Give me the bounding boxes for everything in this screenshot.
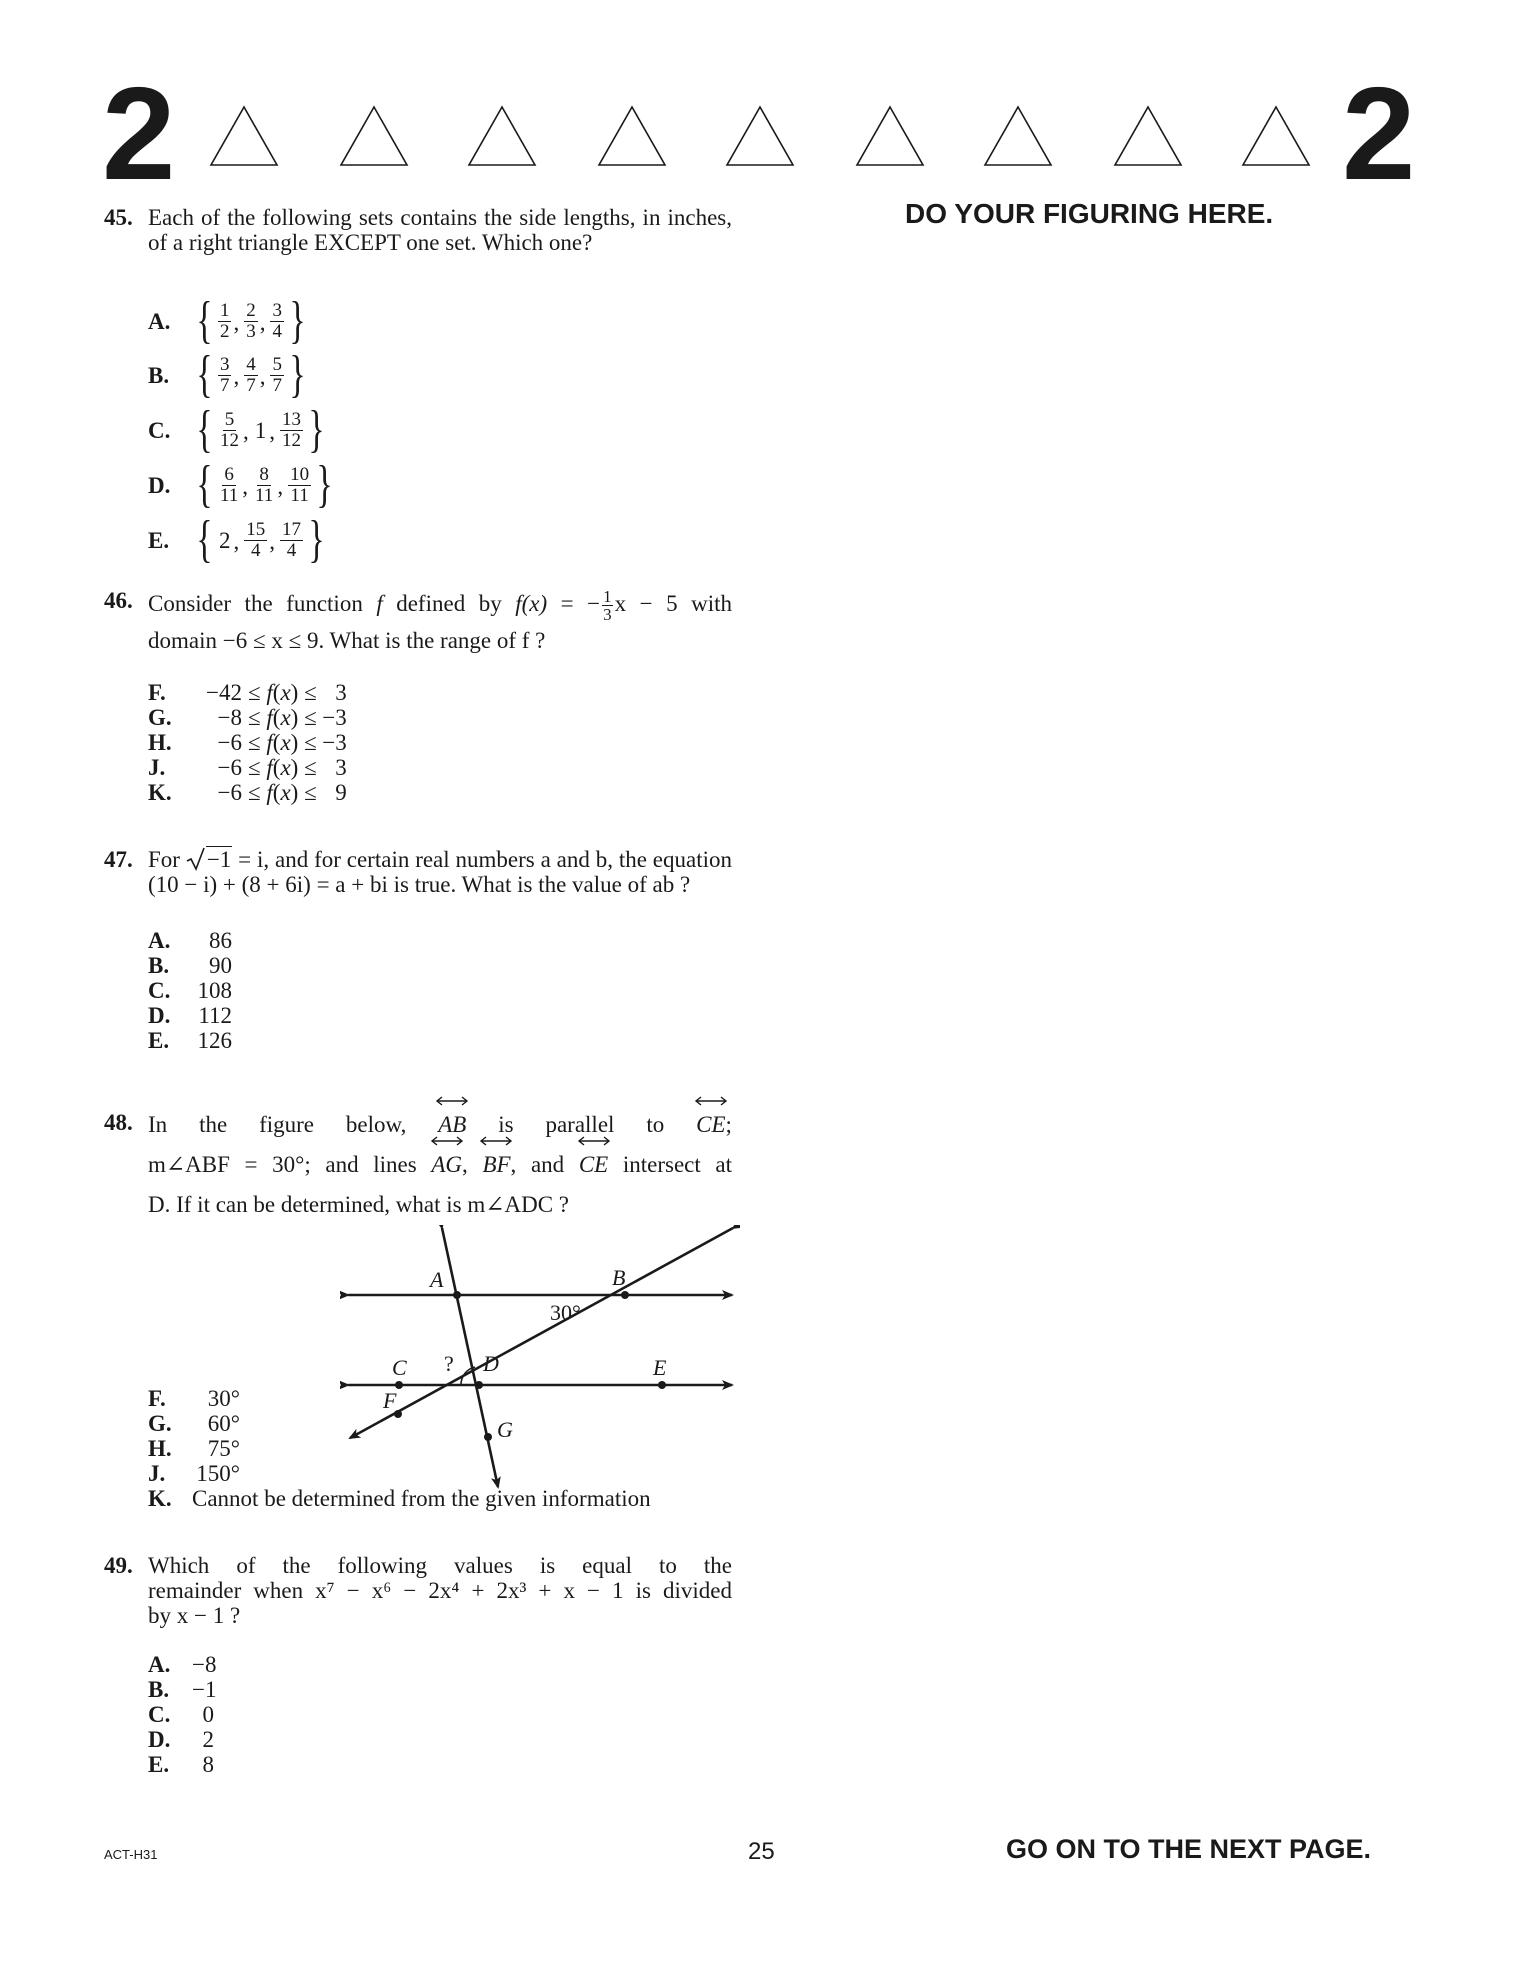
- denominator: 7: [246, 374, 256, 396]
- choice-value: −1: [192, 1677, 217, 1702]
- double-arrow-icon: [694, 1096, 728, 1106]
- choice-e: [148, 1752, 214, 1777]
- comma: ,: [269, 529, 275, 554]
- triangle-icon: [466, 104, 538, 168]
- range-high: −3: [322, 705, 347, 730]
- variable-symbol: x: [280, 755, 291, 780]
- section-number-right: 2: [1342, 60, 1412, 207]
- choice-letter: J.: [148, 1461, 166, 1486]
- denominator: 12: [219, 429, 239, 451]
- question-number: 45.: [104, 205, 133, 230]
- label-A: A: [430, 1267, 444, 1292]
- denominator: 11: [219, 484, 239, 506]
- question-line: remainder when x⁷ − x⁶ − 2x⁴ + 2x³ + x − 1 is divided: [148, 1578, 732, 1603]
- triangle-icon: [982, 104, 1054, 168]
- brace-close: }: [308, 511, 325, 568]
- choice-value: 0: [202, 1702, 214, 1727]
- triangle-icon: [596, 104, 668, 168]
- number-set: [192, 346, 310, 403]
- question-45: [104, 205, 732, 255]
- numerator: 1: [219, 299, 230, 321]
- choice-h: [148, 730, 347, 755]
- choice-e: [148, 511, 329, 568]
- question-line: Consider the function f defined by f(x) = − $\frac{1}{3}$ x − 5 with: [148, 587, 732, 624]
- numerator: 5: [272, 353, 282, 375]
- fraction: [218, 355, 232, 396]
- choice-value: 150°: [196, 1461, 240, 1486]
- choice-value: 86: [209, 928, 232, 953]
- question-number: 49.: [104, 1553, 133, 1578]
- choice-letter: A.: [148, 308, 171, 334]
- variable-symbol: x: [280, 705, 291, 730]
- word: equal: [582, 1553, 632, 1578]
- word: Which: [148, 1553, 210, 1578]
- choice-letter: C.: [148, 1702, 171, 1727]
- range-low: −8: [217, 705, 242, 730]
- choice-letter: B.: [148, 362, 170, 388]
- numerator: 8: [259, 463, 269, 485]
- choice-letter: G.: [148, 1411, 172, 1436]
- question-number: 48.: [104, 1110, 133, 1135]
- number-set: [192, 456, 337, 513]
- fraction: [280, 410, 303, 451]
- function-symbol: f: [266, 755, 273, 780]
- choice-c: [148, 978, 232, 1003]
- range-high: −3: [322, 730, 347, 755]
- denominator: 12: [281, 429, 301, 451]
- comma: ,: [233, 310, 240, 335]
- line-CE-label: CE: [579, 1150, 608, 1180]
- point-B: [621, 1291, 629, 1299]
- choice-letter: E.: [148, 1752, 170, 1777]
- word: is: [539, 1553, 556, 1578]
- sqrt-symbol: −1: [186, 847, 232, 872]
- choice-c: [148, 401, 329, 458]
- denominator: 7: [272, 374, 282, 396]
- brace-open: {: [196, 346, 213, 403]
- choice-a: [148, 292, 310, 349]
- word: values: [454, 1553, 513, 1578]
- variable-symbol: x: [280, 780, 291, 805]
- choice-letter: E.: [148, 1028, 170, 1053]
- function-symbol: f: [266, 780, 273, 805]
- fraction: [270, 355, 284, 396]
- range-middle: ≤ f(x) ≤: [248, 780, 317, 805]
- label-C: C: [392, 1355, 407, 1380]
- question-46: [104, 588, 732, 653]
- choice-letter: A.: [148, 1652, 171, 1677]
- choice-f: [148, 1386, 240, 1411]
- line-BF-label: BF: [482, 1150, 510, 1180]
- choice-k: [148, 780, 347, 805]
- range-low: −6: [217, 780, 242, 805]
- word: CE ;: [696, 1110, 732, 1140]
- point-G: [484, 1433, 492, 1441]
- denominator: 4: [250, 539, 261, 561]
- fraction: [244, 355, 258, 396]
- choice-letter: D.: [148, 1003, 171, 1028]
- number-set: [192, 511, 329, 568]
- label-D: D: [483, 1351, 499, 1376]
- denominator: 2: [219, 320, 230, 342]
- choice-letter: C.: [148, 978, 171, 1003]
- numerator: 17: [281, 518, 301, 540]
- word: the: [703, 1553, 732, 1578]
- choice-letter: J.: [148, 755, 166, 780]
- choice-j: [148, 1461, 240, 1486]
- triangle-icon: [208, 104, 280, 168]
- word: parallel: [545, 1112, 615, 1137]
- comma: ,: [242, 419, 249, 444]
- denominator: 4: [286, 539, 297, 561]
- triangle-icon: [338, 104, 410, 168]
- comma: ,: [242, 474, 249, 499]
- numerator: 3: [219, 353, 230, 375]
- choice-j: [148, 755, 347, 780]
- choice-letter: D.: [148, 472, 171, 498]
- brace-open: {: [196, 401, 213, 458]
- word: is: [498, 1112, 514, 1137]
- fraction: [253, 465, 275, 506]
- choice-value: 108: [197, 978, 232, 1003]
- choice-value: 8: [202, 1752, 214, 1777]
- question-text: For −1 = i, and for certain real numbers a and b, the equation (10 − i) + (8 + 6i) = a + bi is true. What is the value of ab ?: [148, 847, 733, 897]
- choice-b: [148, 953, 232, 978]
- choice-b: [148, 1677, 216, 1702]
- fraction: [288, 465, 311, 506]
- comma: ,: [259, 364, 266, 389]
- point-E: [658, 1381, 666, 1389]
- choice-letter: D.: [148, 1727, 171, 1752]
- comma: ,: [259, 310, 266, 335]
- range-middle: ≤ f(x) ≤: [248, 680, 317, 705]
- word: to: [646, 1112, 665, 1137]
- word: to: [658, 1553, 677, 1578]
- triangle-icon: [1240, 104, 1312, 168]
- choice-c: [148, 1702, 214, 1727]
- numerator: 10: [290, 463, 310, 485]
- choice-letter: B.: [148, 953, 170, 978]
- choice-h: [148, 1436, 240, 1461]
- choice-letter: K.: [148, 780, 172, 805]
- choice-value: −8: [192, 1652, 217, 1677]
- choice-value: 75°: [207, 1436, 240, 1461]
- line-AG-label: AG: [431, 1150, 462, 1180]
- label-G: G: [497, 1417, 513, 1442]
- figuring-note: DO YOUR FIGURING HERE.: [905, 198, 1274, 229]
- triangle-icon: [1112, 104, 1184, 168]
- numerator: 3: [272, 299, 282, 321]
- choice-letter: K.: [148, 1486, 172, 1511]
- denominator: 11: [290, 484, 309, 506]
- question-48: [104, 1110, 732, 1220]
- label-E: E: [653, 1355, 667, 1380]
- range-low: −6: [217, 730, 242, 755]
- question-number: 47.: [104, 847, 133, 872]
- word: of: [236, 1553, 256, 1578]
- numerator: 4: [246, 353, 256, 375]
- fraction: $\frac{1}{3}$: [603, 587, 612, 624]
- range-middle: ≤ f(x) ≤: [248, 755, 317, 780]
- whole-number: 1: [254, 417, 267, 443]
- choice-f: [148, 680, 347, 705]
- comma: ,: [269, 419, 275, 444]
- word: figure: [259, 1112, 314, 1137]
- range-middle: ≤ f(x) ≤: [248, 705, 317, 730]
- choice-letter: A.: [148, 928, 171, 953]
- function-symbol: f: [266, 730, 273, 755]
- fraction: [280, 520, 303, 561]
- double-arrow-icon: [479, 1136, 513, 1146]
- question-line: [148, 1553, 732, 1578]
- test-code: ACT-H31: [104, 1847, 158, 1862]
- choice-value: 112: [198, 1003, 232, 1028]
- triangle-icon: [724, 104, 796, 168]
- question-text: Each of the following sets contains the side lengths, in inches, of a right triangle EXCEPT one set. Which one?: [148, 205, 732, 255]
- question-49: [104, 1553, 732, 1628]
- denominator: 7: [219, 374, 230, 396]
- fraction: [218, 301, 232, 342]
- numerator: 15: [246, 518, 266, 540]
- triangle-icon: [854, 104, 926, 168]
- function-symbol: f: [266, 705, 273, 730]
- fraction: [218, 465, 240, 506]
- fraction: [244, 520, 267, 561]
- brace-open: {: [196, 292, 213, 349]
- number-set: [192, 292, 310, 349]
- line-CE-label: CE: [696, 1110, 725, 1140]
- label-angle-30: 30°: [550, 1300, 581, 1325]
- denominator: 4: [272, 320, 282, 342]
- word: following: [337, 1553, 428, 1578]
- page-number: 25: [748, 1838, 775, 1865]
- range-low: −6: [217, 755, 242, 780]
- choice-value: Cannot be determined from the given information: [192, 1486, 651, 1511]
- choice-letter: H.: [148, 730, 172, 755]
- variable-symbol: x: [280, 730, 291, 755]
- choice-value: 30°: [207, 1386, 240, 1411]
- question-line: by x − 1 ?: [148, 1603, 241, 1628]
- radical-sign-icon: [186, 847, 206, 871]
- line-BF: [350, 1228, 733, 1438]
- word: the: [282, 1553, 311, 1578]
- numerator: 5: [224, 408, 235, 430]
- choice-g: [148, 1411, 240, 1436]
- point-D: [475, 1381, 483, 1389]
- label-unknown-angle: ?: [444, 1351, 454, 1376]
- fraction: [244, 301, 258, 342]
- range-high: 3: [335, 680, 347, 705]
- choice-a: [148, 928, 232, 953]
- choice-letter: H.: [148, 1436, 172, 1461]
- choice-letter: F.: [148, 1386, 166, 1411]
- comma: ,: [233, 364, 240, 389]
- brace-open: {: [196, 511, 213, 568]
- choice-letter: F.: [148, 680, 166, 705]
- function-symbol: f: [266, 680, 273, 705]
- choice-a: [148, 1652, 216, 1677]
- label-F: F: [383, 1388, 397, 1413]
- double-arrow-icon: [430, 1136, 464, 1146]
- numerator: 2: [246, 299, 256, 321]
- denominator: 3: [246, 320, 256, 342]
- double-arrow-icon: [435, 1096, 469, 1106]
- choice-value: 60°: [207, 1411, 240, 1436]
- word: the: [199, 1112, 228, 1137]
- question-line: D. If it can be determined, what is m∠ADC ?: [148, 1192, 570, 1217]
- label-B: B: [612, 1265, 626, 1290]
- question-number: 46.: [104, 588, 133, 613]
- brace-close: }: [316, 456, 333, 513]
- range-middle: ≤ f(x) ≤: [248, 730, 317, 755]
- choice-value: 2: [202, 1727, 214, 1752]
- denominator: 11: [255, 484, 274, 506]
- choice-letter: C.: [148, 417, 171, 443]
- range-high: 3: [335, 755, 347, 780]
- question-line: domain −6 ≤ x ≤ 9. What is the range of f ?: [148, 628, 546, 653]
- fraction: [218, 410, 241, 451]
- choice-d: [148, 1003, 232, 1028]
- whole-number: 2: [218, 527, 231, 553]
- choice-d: [148, 1727, 214, 1752]
- range-high: 9: [335, 780, 347, 805]
- choice-letter: G.: [148, 705, 172, 730]
- choice-value: 90: [209, 953, 232, 978]
- question-47: [104, 847, 732, 897]
- fraction: [270, 301, 284, 342]
- number-set: [192, 401, 329, 458]
- numerator: 13: [281, 408, 301, 430]
- choice-e: [148, 1028, 232, 1053]
- numerator: 6: [224, 463, 234, 485]
- comma: ,: [233, 529, 240, 554]
- double-arrow-icon: [577, 1136, 611, 1146]
- brace-open: {: [196, 456, 213, 513]
- geometry-figure: [340, 1225, 740, 1495]
- choice-b: [148, 346, 310, 403]
- next-page-note: GO ON TO THE NEXT PAGE.: [1006, 1834, 1372, 1864]
- brace-close: }: [289, 346, 306, 403]
- word: below,: [345, 1112, 407, 1137]
- brace-close: }: [289, 292, 306, 349]
- choice-letter: B.: [148, 1677, 170, 1702]
- choice-d: [148, 456, 337, 513]
- variable-symbol: x: [280, 680, 291, 705]
- section-number-left: 2: [102, 60, 172, 207]
- choice-g: [148, 705, 347, 730]
- brace-close: }: [308, 401, 325, 458]
- point-A: [453, 1291, 461, 1299]
- choice-value: 126: [197, 1028, 232, 1053]
- question-line: m∠ABF = 30°; and lines AG , BF , and CE intersect at: [148, 1150, 732, 1180]
- choice-letter: E.: [148, 527, 170, 553]
- range-low: −42: [206, 680, 242, 705]
- comma: ,: [277, 474, 284, 499]
- line-AB-label: AB: [438, 1110, 466, 1140]
- choice-k: [148, 1486, 651, 1511]
- word: In: [148, 1112, 168, 1137]
